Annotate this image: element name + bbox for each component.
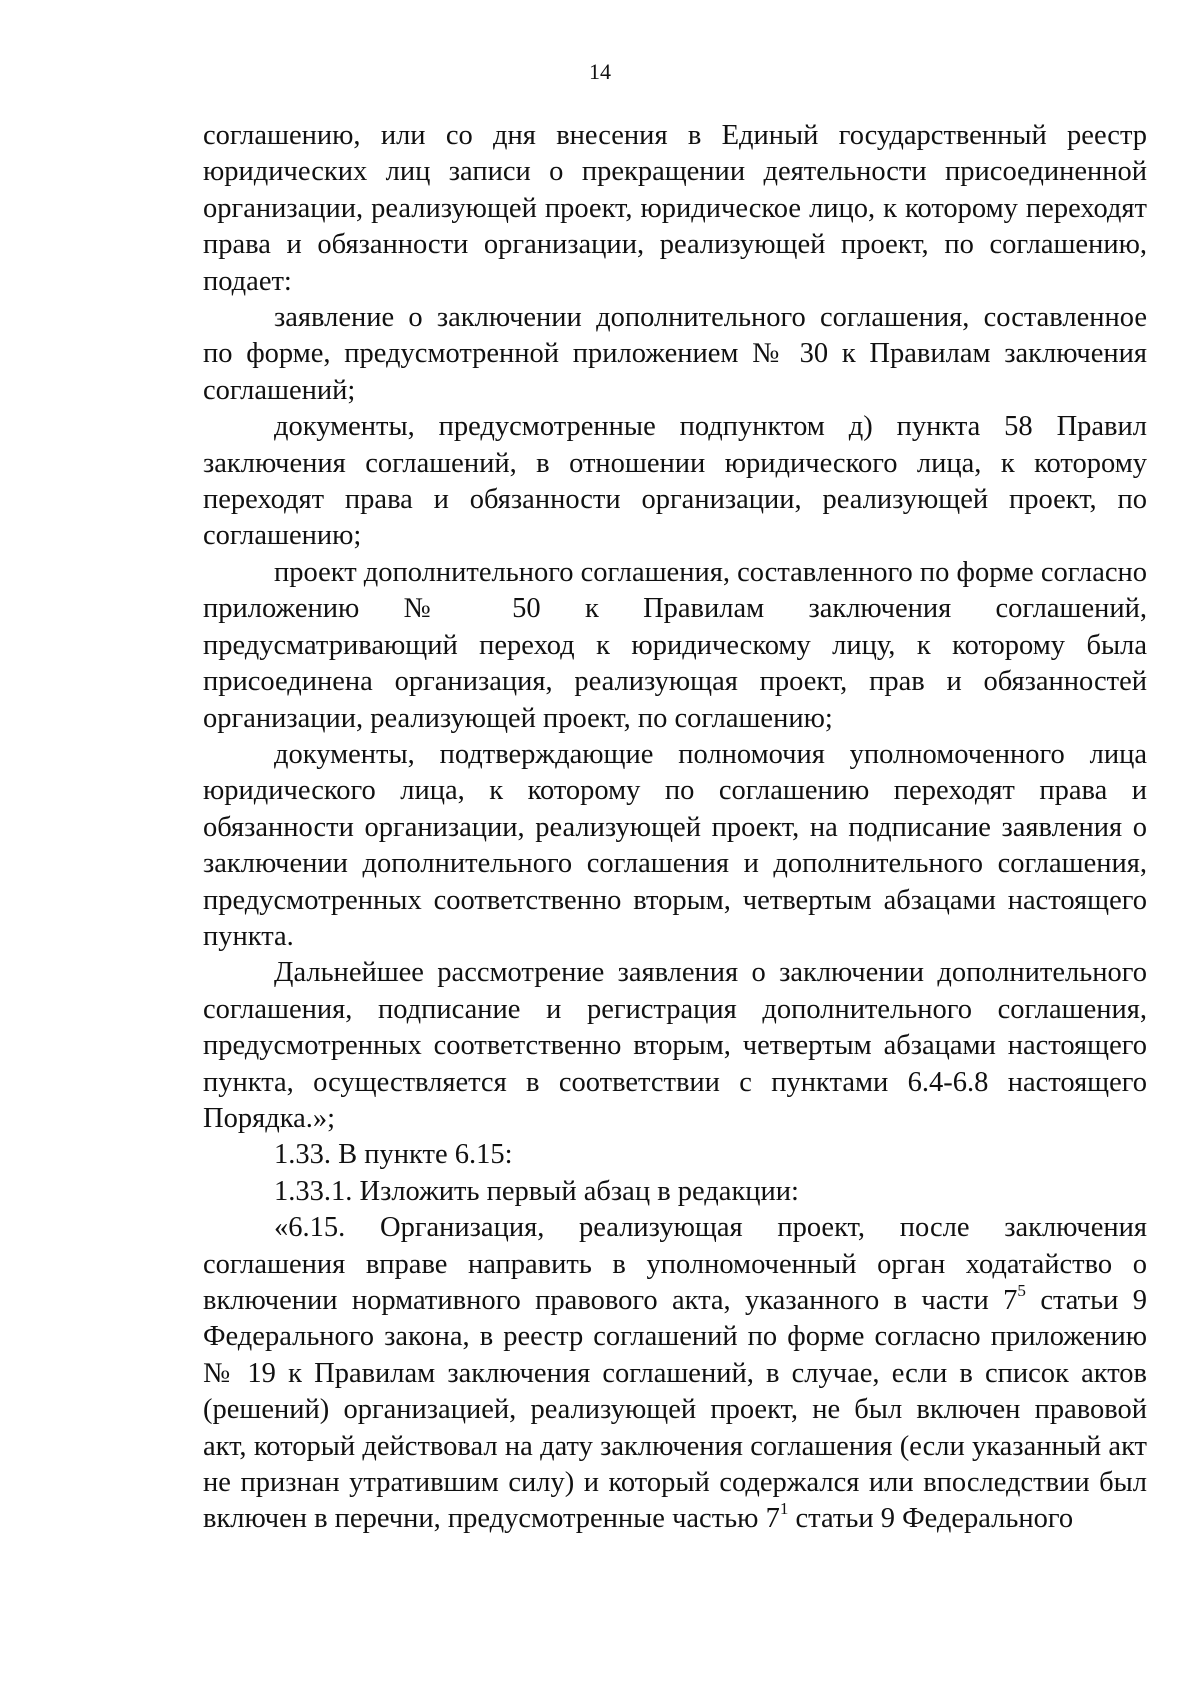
paragraph-text: статьи 9 Федерального <box>795 1503 1074 1535</box>
paragraph-text: заявление о заключении дополнительного соглашения, составленное по форме, предусмотренной приложением № 30 к Правилам заключения соглашений; <box>203 302 1147 406</box>
superscript-marker: 5 <box>1017 1281 1026 1301</box>
paragraph-text: документы, предусмотренные подпунктом д) пункта 58 Правил заключения соглашений, в отношении юридического лица, к которому переходят права и обязанности организации, реализующей проект, по соглашению; <box>203 411 1147 552</box>
paragraph-authority-documents-item <box>203 737 1147 955</box>
superscript-marker: 1 <box>779 1499 789 1519</box>
paragraph-text: соглашению, или со дня внесения в Единый государственный реестр юридических лиц записи о прекращении деятельности присоединенной организации, реализующей проект, юридическое лицо, к которому переходят права и обязанности организации, реализующей проект, по соглашению, подает: <box>203 120 1147 297</box>
paragraph-text: статьи 9 Федерального закона, в реестр соглашений по форме согласно приложению № 19 к Правилам заключения соглашений, в случае, если в список актов (решений) организацией, реализующей проект, не был включен правовой акт, который действовал на дату заключения соглашения (если указанный акт не признан утратившим силу) и который содержался или впоследствии был включен в перечни, предусмотренные частью 7 <box>203 1285 1148 1535</box>
paragraph-section-6-15 <box>203 1210 1147 1538</box>
paragraph-text: 1.33. В пункте 6.15: <box>274 1139 513 1171</box>
page-number: 14 <box>589 59 611 84</box>
paragraph-text: «6.15. Организация, реализующая проект, после заключения соглашения вправе направить в уполномоченный орган ходатайство о включении нормативного правового акта, указанного в части 7 <box>203 1212 1147 1316</box>
paragraph-text: Дальнейшее рассмотрение заявления о заключении дополнительного соглашения, подписание и регистрация дополнительного соглашения, предусмотренных соответственно вторым, четвертым абзацами настоящего пункта, осуществляется в соответствии с пунктами 6.4-6.8 настоящего Порядка.»; <box>203 957 1147 1134</box>
paragraph-text: 1.33.1. Изложить первый абзац в редакции: <box>274 1175 799 1207</box>
paragraph-text: проект дополнительного соглашения, составленного по форме согласно приложению № 50 к Правилам заключения соглашений, предусматривающий переход к юридическому лицу, к которому была присоединена организация, реализующая проект, прав и обязанностей организации, реализующей проект, по соглашению; <box>203 556 1147 734</box>
paragraph-continuation <box>203 118 1147 300</box>
paragraph-section-1-33-1 <box>203 1174 1147 1210</box>
paragraph-draft-agreement-item <box>203 555 1147 737</box>
paragraph-documents-item <box>203 409 1147 555</box>
paragraph-section-1-33 <box>203 1137 1147 1173</box>
paragraph-further-consideration <box>203 955 1147 1137</box>
paragraph-application-item <box>203 300 1147 409</box>
document-body <box>203 118 1147 1538</box>
paragraph-text: документы, подтверждающие полномочия уполномоченного лица юридического лица, к которому по соглашению переходят права и обязанности организации, реализующей проект, на подписание заявления о заключении дополнительного соглашения и дополнительного соглашения, предусмотренных соответственно вторым, четвертым абзацами настоящего пункта. <box>203 738 1147 952</box>
